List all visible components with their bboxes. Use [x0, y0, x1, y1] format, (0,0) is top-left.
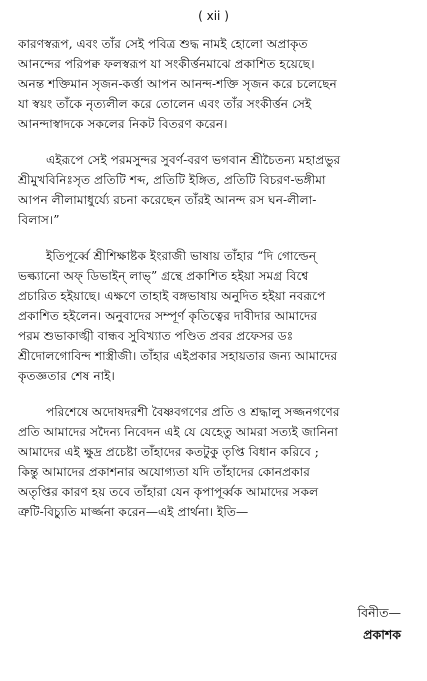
publisher-label: প্রকাশক	[363, 627, 401, 642]
text-line: প্রচারিত হইয়াছে। এক্ষণে তাহাই বঙ্গভাষায় অনুদিত হইয়া নবরূপে	[18, 289, 326, 303]
text-line: আমাদের এই ক্ষুদ্র প্রচেষ্টা তাঁহাদের কতটুকু তৃপ্তি বিধান করিবে ;	[18, 445, 319, 459]
text-line: বিলাস।”	[18, 213, 60, 227]
paragraph-1	[18, 34, 409, 134]
text-line: ভল্ক্যানো অফ্ ডিভাইন্ লাভ্” গ্রন্থে প্রকাশিত হইয়া সমগ্র বিশ্বে	[18, 269, 309, 283]
text-line: অনন্ত শক্তিমান সৃজন-কর্ত্তা আপন আনন্দ-শক্তি সৃজন করে চলেছেন	[18, 77, 337, 91]
text-line: প্রতি আমাদের সদৈন্য নিবেদন এই যে যেহেতু আমরা সত্যই জানিনা	[18, 425, 338, 439]
paragraph-4	[18, 402, 409, 522]
text-line: আনন্দাস্বাদকে সকলের নিকট বিতরণ করেন।	[18, 117, 228, 131]
text-line: শ্রীমুখবিনিঃসৃত প্রতিটি শব্দ, প্রতিটি ইঙ্গিত, প্রতিটি বিচরণ-ভঙ্গীমা	[18, 173, 326, 187]
text-line: পরম শুভাকাঙ্খী বান্ধব সুবিখ্যাত পণ্ডিত প্রবর প্রফেসর ডঃ	[18, 329, 294, 343]
text-line: ত্রুটি-বিচ্যুতি মার্জ্জনা করেন—এই প্রার্থনা। ইতি—	[18, 505, 249, 519]
signoff	[358, 602, 401, 646]
text-line: শ্রীদোলগোবিন্দ শাস্ত্রীজী। তাঁহার এইপ্রকার সহায়তার জন্য আমাদের	[18, 349, 338, 363]
text-line: এইরূপে সেই পরমসুন্দর সুবর্ণ-বরণ ভগবান শ্রীচৈতন্য মহাপ্রভুর	[46, 153, 341, 167]
closing-text: বিনীত—	[357, 605, 401, 620]
text-line: আপন লীলামাধুর্য্যে রচনা করেছেন তাঁরই আনন্দ রস ঘন-লীলা-	[18, 193, 317, 207]
paragraph-3	[18, 246, 409, 386]
text-line: আনন্দের পরিপক্ব ফলস্বরূপ যা সংকীর্ত্তনমাঝে প্রকাশিত হয়েছে।	[18, 57, 315, 71]
text-line: যা স্বয়ং তাঁকে নৃত্যলীল করে তোলেন এবং তাঁর সংকীর্ত্তন সেই	[18, 97, 312, 111]
text-line: ইতিপূর্ব্বে শ্রীশিক্ষাষ্টক ইংরাজী ভাষায় তাঁহার “দি গোল্ডেন্	[46, 249, 317, 263]
page-number: ( xii )	[198, 9, 229, 23]
text-line: কিন্তু আমাদের প্রকাশনার অযোগ্যতা যদি তাঁহাদের কোনপ্রকার	[18, 465, 310, 479]
text-line: কারণস্বরূপ, এবং তাঁর সেই পবিত্র শুদ্ধ নামই হোলো অপ্রাকৃত	[18, 37, 308, 51]
text-line: প্রকাশিত হইলেন। অনুবাদের সম্পূর্ণ কৃতিত্বের দাবীদার আমাদের	[18, 309, 318, 323]
text-line: কৃতজ্ঞতার শেষ নাই।	[18, 369, 115, 383]
text-line: অতৃপ্তির কারণ হয় তবে তাঁহারা যেন কৃপাপূর্ব্বক আমাদের সকল	[18, 485, 319, 499]
paragraph-2	[18, 150, 409, 230]
text-line: পরিশেষে অদোষদরশী বৈষ্ণবগণের প্রতি ও শ্রদ্ধালু সজ্জনগণের	[46, 405, 340, 419]
